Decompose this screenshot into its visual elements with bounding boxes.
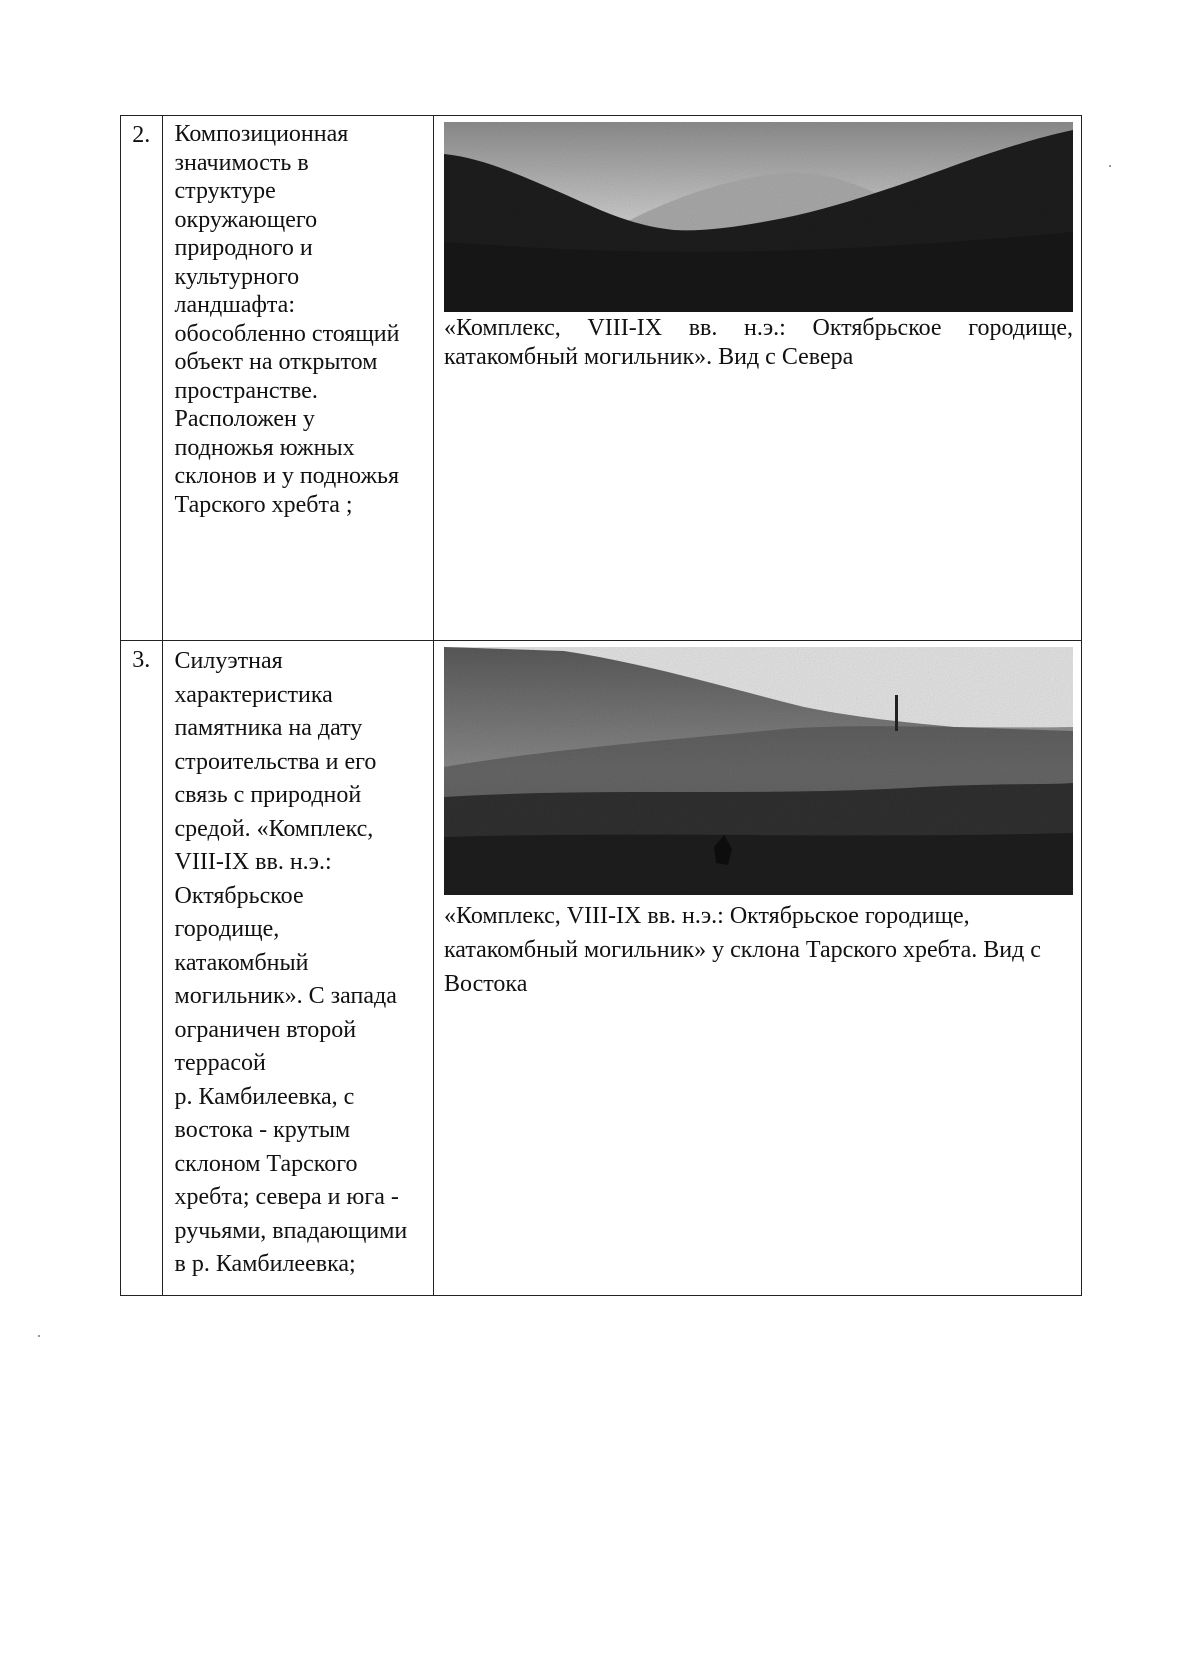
table-row [121, 641, 1082, 1296]
row-description: Композиционная значимость в структуре окружающего природного и культурного ландшафта: обособленно стоящий объект на открытом пространстве. Расположен у подножья южных склонов и у подножья Тарского хребта ; [162, 116, 433, 641]
photo-caption: «Комплекс, VIII-IX вв. н.э.: Октябрьское городище, катакомбный могильник» у склона Тарского хребта. Вид с Востока [444, 903, 1041, 997]
monument-table [120, 115, 1082, 1296]
photo-view-from-north [444, 122, 1073, 312]
row-photo-cell [434, 116, 1082, 641]
row-photo-cell [434, 641, 1082, 1296]
scan-speck [38, 1335, 40, 1337]
scan-speck [1109, 165, 1111, 167]
row-number: 2. [121, 116, 163, 641]
row-number: 3. [121, 641, 163, 1296]
table-row [121, 116, 1082, 641]
row-description: Силуэтная характеристика памятника на дату строительства и его связь с природной средой. «Комплекс, VIII-IX вв. н.э.: Октябрьское городище, катакомбный могильник». С запада ограничен второй террасой р. Камбилеевка, с востока - крутым склоном Тарского хребта; севера и юга - ручьями, впадающими в р. Камбилеевка; [162, 641, 433, 1296]
photo-view-from-east [444, 647, 1073, 895]
photo-caption: «Комплекс, VIII-IX вв. н.э.: Октябрьское городище, катакомбный могильник». Вид с Севера [444, 315, 1073, 370]
